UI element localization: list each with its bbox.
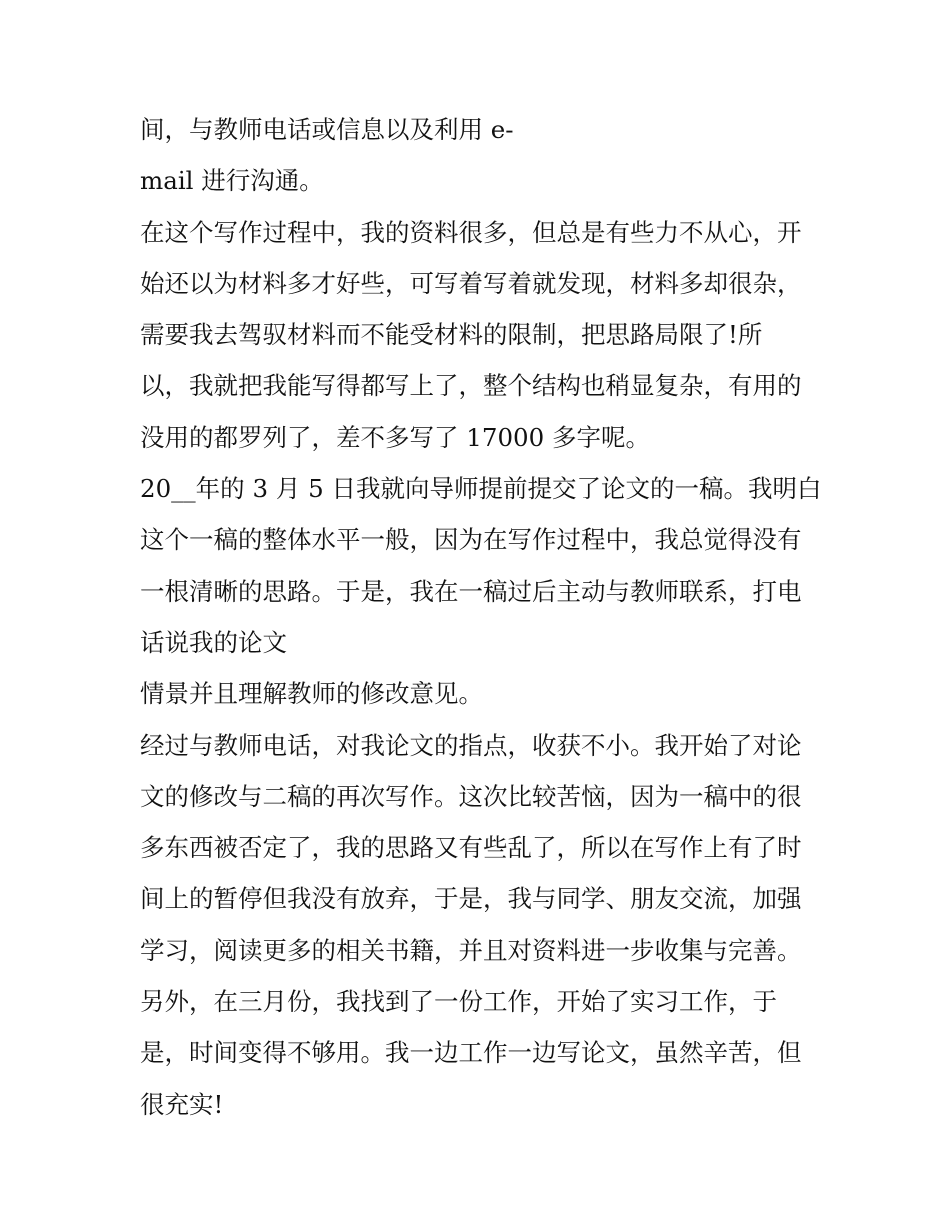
- text-line: 话说我的论文: [140, 627, 287, 657]
- text-line: 经过与教师电话，对我论文的指点，收获不小。我开始了对论: [140, 730, 802, 760]
- text-line: 情景并且理解教师的修改意见。: [140, 679, 483, 709]
- text-line: 多东西被否定了，我的思路又有些乱了，所以在写作上有了时: [140, 833, 802, 863]
- text-line: 需要我去驾驭材料而不能受材料的限制，把思路局限了!所: [140, 320, 763, 350]
- text-line: 在这个写作过程中，我的资料很多，但总是有些力不从心，开: [140, 217, 802, 247]
- text-line: 是，时间变得不够用。我一边工作一边写论文，虽然辛苦，但: [140, 1038, 802, 1068]
- text-line: 学习，阅读更多的相关书籍，并且对资料进一步收集与完善。: [140, 935, 802, 965]
- text-line: 这个一稿的整体水平一般，因为在写作过程中，我总觉得没有: [140, 525, 802, 555]
- text-line: 间上的暂停但我没有放弃，于是，我与同学、朋友交流，加强: [140, 884, 802, 914]
- text-line: 文的修改与二稿的再次写作。这次比较苦恼，因为一稿中的很: [140, 781, 802, 811]
- text-line: 20__年的 3 月 5 日我就向导师提前提交了论文的一稿。我明白: [140, 474, 822, 504]
- text-line: 一根清晰的思路。于是，我在一稿过后主动与教师联系，打电: [140, 576, 802, 606]
- text-line: mail 进行沟通。: [140, 166, 324, 196]
- text-line: 间，与教师电话或信息以及利用 e-: [140, 115, 514, 144]
- text-line: 没用的都罗列了，差不多写了 17000 多字呢。: [140, 422, 651, 452]
- text-line: 以，我就把我能写得都写上了，整个结构也稍显复杂，有用的: [140, 371, 802, 401]
- body-text: [140, 109, 820, 1135]
- text-line: 另外，在三月份，我找到了一份工作，开始了实习工作，于: [140, 987, 777, 1017]
- text-line: 始还以为材料多才好些，可写着写着就发现，材料多却很杂，: [140, 268, 802, 298]
- text-line: 很充实!: [140, 1089, 224, 1119]
